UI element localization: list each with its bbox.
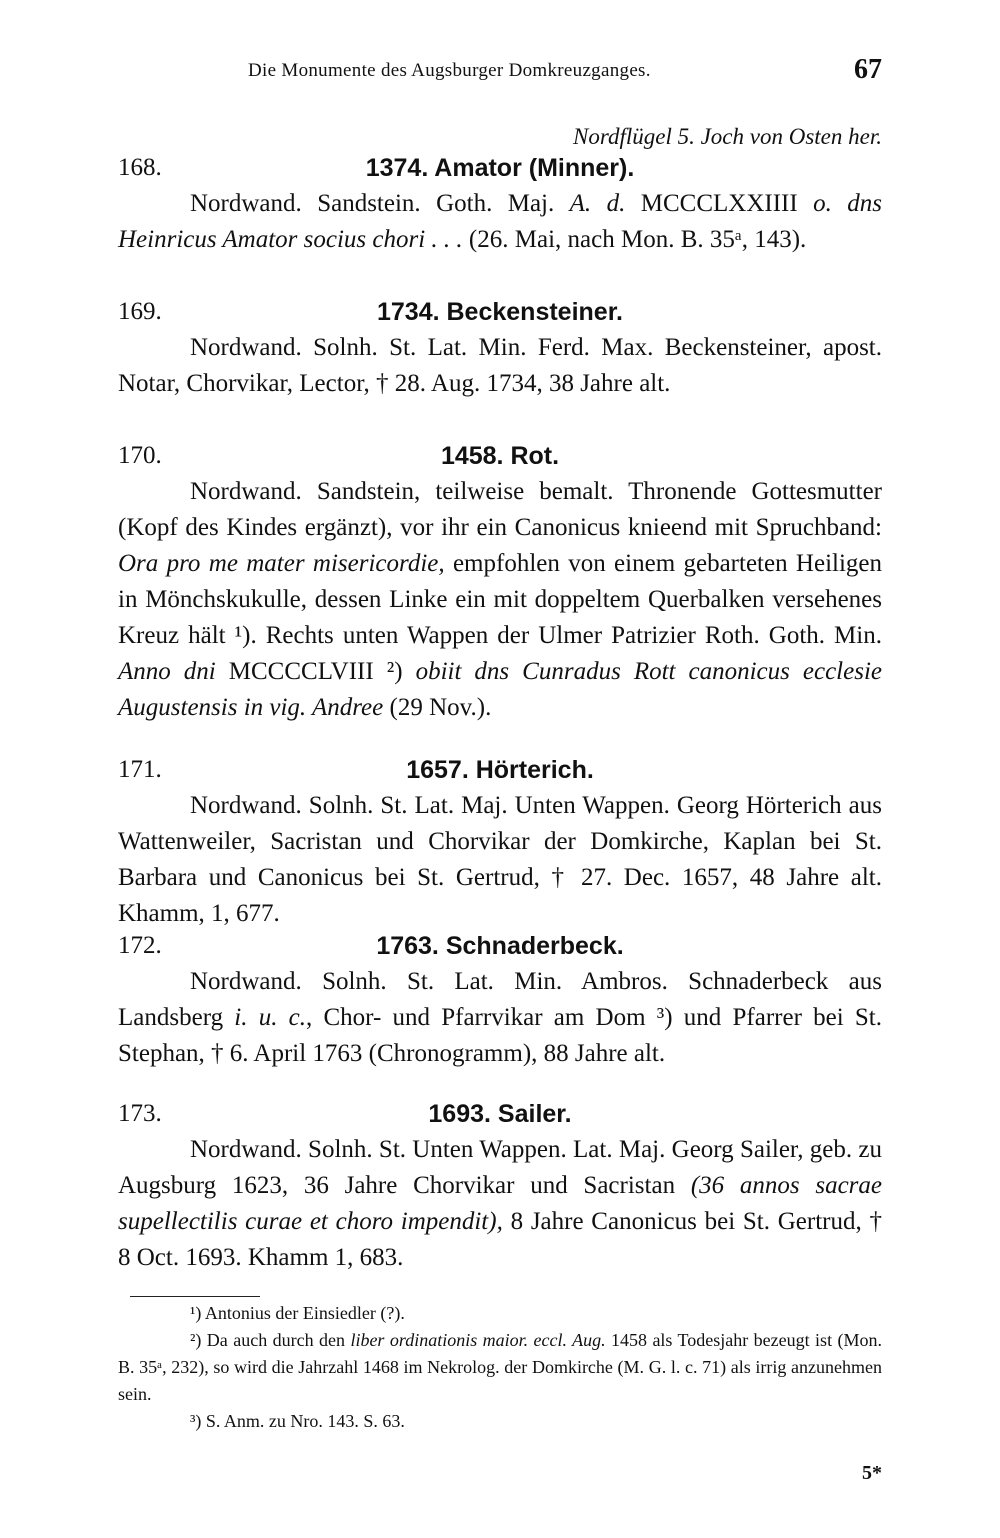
entry-body: Nordwand. Sandstein. Goth. Maj. A. d. MCCCLXXIIII o. dns Heinricus Amator socius chori . . . (26. Mai, nach Mon. B. 35ᵃ, 143).	[118, 190, 882, 253]
footnote-2: ²) Da auch durch den liber ordinationis maior. eccl. Aug. 1458 als Todesjahr bezeugt ist (Mon. B. 35ᵃ, 232), so wird die Jahrzahl 1468 im Nekrolog. der Domkirche (M. G. l. c. 71) als irrig anzunehmen sein.	[118, 1330, 882, 1404]
entry-168	[118, 150, 882, 258]
footnote-1: ¹) Antonius der Einsiedler (?).	[190, 1303, 405, 1323]
running-head: Die Monumente des Augsburger Domkreuzganges.	[248, 60, 651, 81]
entry-body: Nordwand. Solnh. St. Unten Wappen. Lat. Maj. Georg Sailer, geb. zu Augsburg 1623, 36 Jahre Chorvikar und Sacristan (36 annos sacrae supellectilis curae et choro impendit), 8 Jahre Canonicus bei St. Gertrud, † 8 Oct. 1693. Khamm 1, 683.	[118, 1136, 882, 1271]
entry-title: 1374. Amator (Minner).	[365, 154, 635, 182]
entry-title: 1458. Rot.	[440, 442, 560, 470]
entry-title: 1693. Sailer.	[428, 1100, 572, 1128]
entry-172	[118, 928, 882, 1072]
entry-title: 1763. Schnaderbeck.	[376, 932, 624, 960]
entry-number: 173.	[118, 1100, 162, 1127]
entry-number: 168.	[118, 154, 162, 181]
entry-title: 1657. Hörterich.	[406, 756, 594, 784]
entry-body: Nordwand. Solnh. St. Lat. Maj. Unten Wappen. Georg Hörterich aus Wattenweiler, Sacristan und Chorvikar der Domkirche, Kaplan bei St. Barbara und Canonicus bei St. Gertrud, † 27. Dec. 1657, 48 Jahre alt. Khamm, 1, 677.	[118, 792, 882, 927]
entry-body: Nordwand. Sandstein, teilweise bemalt. Thronende Gottesmutter (Kopf des Kindes ergänzt), vor ihr ein Canonicus knieend mit Spruchband: Ora pro me mater misericordie, empfohlen von einem gebarteten Heiligen in Mönchskukulle, dessen Linke ein mit doppeltem Querbalken versehenes Kreuz hält ¹). Rechts unten Wappen der Ulmer Patrizier Roth. Goth. Min. Anno dni MCCCCLVIII ²) obiit dns Cunradus Rott canonicus ecclesie Augustensis in vig. Andree (29 Nov.).	[118, 478, 883, 721]
entry-number: 171.	[118, 756, 162, 783]
signature-mark: 5*	[862, 1462, 882, 1484]
entry-title: 1734. Beckensteiner.	[377, 298, 623, 326]
page-number: 67	[854, 54, 882, 85]
entry-171	[118, 752, 882, 932]
entry-number: 170.	[118, 442, 162, 469]
entry-body: Nordwand. Solnh. St. Lat. Min. Ambros. Schnaderbeck aus Landsberg i. u. c., Chor- und Pfarrvikar am Dom ³) und Pfarrer bei St. Stephan, † 6. April 1763 (Chronogramm), 88 Jahre alt.	[118, 968, 882, 1067]
entry-body: Nordwand. Solnh. St. Lat. Min. Ferd. Max. Beckensteiner, apost. Notar, Chorvikar, Lector, † 28. Aug. 1734, 38 Jahre alt.	[118, 334, 882, 397]
footnote-3: ³) S. Anm. zu Nro. 143. S. 63.	[190, 1411, 405, 1431]
entry-number: 169.	[118, 298, 162, 325]
entry-169	[118, 294, 882, 402]
entry-number: 172.	[118, 932, 162, 959]
footnotes	[118, 1300, 882, 1435]
entry-173	[118, 1096, 882, 1276]
section-heading: Nordflügel 5. Joch von Osten her.	[573, 124, 882, 149]
entry-170	[118, 438, 882, 726]
footnote-divider	[130, 1296, 260, 1297]
